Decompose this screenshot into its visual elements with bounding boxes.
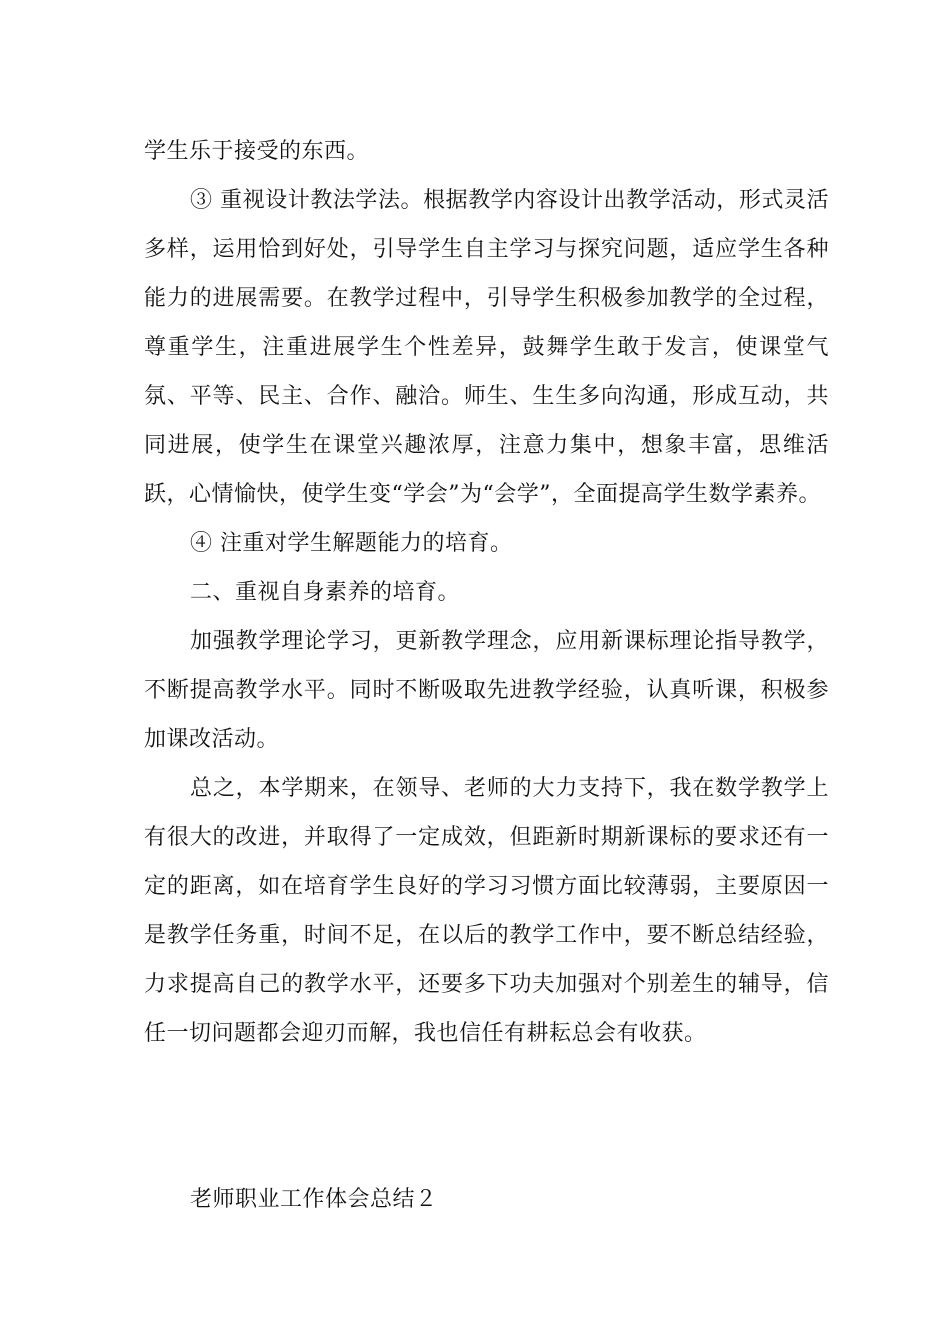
- paragraph-continuation: 学生乐于接受的东西。: [144, 139, 370, 164]
- section-title: 老师职业工作体会总结２: [190, 1187, 438, 1212]
- paragraph-teaching-methods: ③ 重视设计教法学法。根据教学内容设计出教学活动，形式灵活多样，运用恰到好处，引导学生自主学习与探究问题，适应学生各种能力的进展需要。在教学过程中，引导学生积极参加教学的全过程，尊重学生，注重进展学生个性差异，鼓舞学生敢于发言，使课堂气氛、平等、民主、合作、融洽。师生、生生多向沟通，形成互动，共同进展，使学生在课堂兴趣浓厚，注意力集中，想象丰富，思维活跃，心情愉快，使学生变“学会”为“会学”，全面提高学生数学素养。: [144, 188, 829, 507]
- document-body: [144, 127, 829, 1058]
- paragraph-summary: 总之，本学期来，在领导、老师的大力支持下，我在数学教学上有很大的改进，并取得了一定成效，但距新时期新课标的要求还有一定的距离，如在培育学生良好的学习习惯方面比较薄弱，主要原因一是教学任务重，时间不足，在以后的教学工作中，要不断总结经验，力求提高自己的教学水平，还要多下功夫加强对个别差生的辅导，信任一切问题都会迎刃而解，我也信任有耕耘总会有收获。: [144, 776, 829, 1046]
- paragraph-theory-study: 加强教学理论学习，更新教学理念，应用新课标理论指导教学，不断提高教学水平。同时不断吸取先进教学经验，认真听课，积极参加课改活动。: [144, 629, 829, 752]
- paragraph-self-cultivation-heading: 二、重视自身素养的培育。: [190, 580, 461, 605]
- paragraph-problem-solving: ④ 注重对学生解题能力的培育。: [190, 531, 513, 556]
